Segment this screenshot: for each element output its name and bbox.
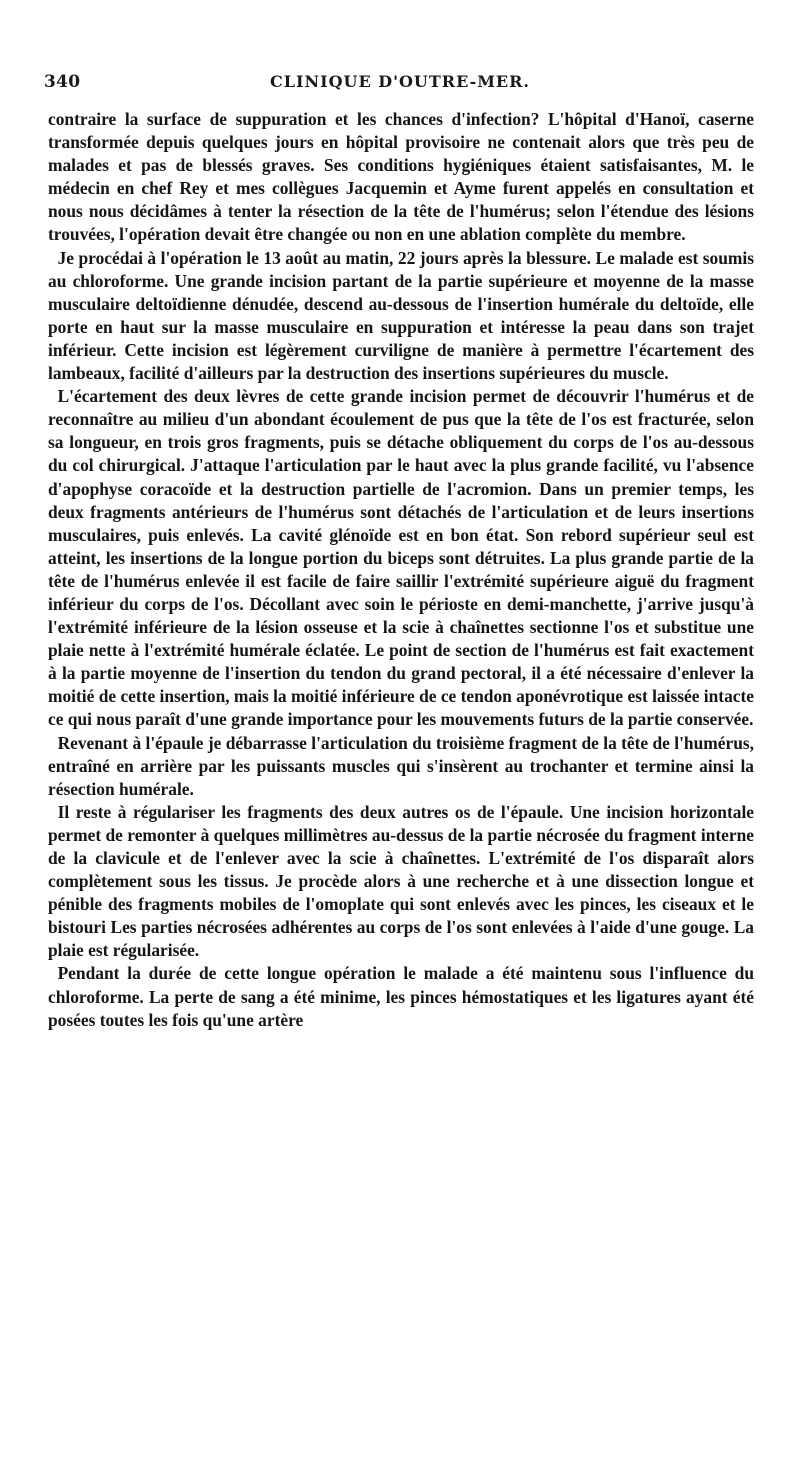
paragraph: Je procédai à l'opération le 13 août au matin, 22 jours après la blessure. Le malade est soumis au chloroforme. Une grande incision partant de la partie supérieure et moyenne de la masse musculaire deltoïdienne dénudée, descend au-dessous de l'insertion humérale du deltoïde, elle porte en haut sur la masse musculaire en suppuration et intéresse la peau dans son trajet inférieur. Cette incision est légèrement curviligne de manière à permettre l'écartement des lambeaux, facilité d'ailleurs par la destruction des insertions supérieures du muscle.	[48, 247, 754, 384]
paragraph: Il reste à régulariser les fragments des deux autres os de l'épaule. Une incision horizontale permet de remonter à quelques millimètres au-dessus de la partie nécrosée du fragment interne de la clavicule et de l'enlever avec la scie à chaînettes. L'extrémité de l'os disparaît alors complètement sous les tissus. Je procède alors à une recherche et à une dissection longue et pénible des fragments mobiles de l'omoplate qui sont enlevés avec les pinces, les ciseaux et le bistouri Les parties nécrosées adhérentes au corps de l'os sont enlevées à l'aide d'une gouge. La plaie est régularisée.	[48, 801, 754, 961]
page-header	[44, 72, 756, 96]
paragraph: L'écartement des deux lèvres de cette grande incision permet de découvrir l'humérus et de reconnaître au milieu d'un abondant écoulement de pus que la tête de l'os est fracturée, selon sa longueur, en trois gros fragments, puis se détache obliquement du corps de l'os au-dessous du col chirurgical. J'attaque l'articulation par le haut avec la plus grande facilité, vu l'absence d'apophyse coracoïde et la destruction partielle de l'acromion. Dans un premier temps, les deux fragments antérieurs de l'humérus sont détachés de l'articulation et de leurs insertions musculaires, puis enlevés. La cavité glénoïde est en bon état. Son rebord supérieur seul est atteint, les insertions de la longue portion du biceps sont détruites. La plus grande partie de la tête de l'humérus enlevée il est facile de faire saillir l'extrémité supérieure aiguë du fragment inférieur du corps de l'os. Décollant avec soin le périoste en demi-manchette, j'arrive jusqu'à l'extrémité inférieure de la lésion osseuse et la scie à chaînettes sectionne l'os et substitue une plaie nette à l'extrémité humérale éclatée. Le point de section de l'humérus est fait exactement à la partie moyenne de l'insertion du tendon du grand pectoral, il a été nécessaire d'enlever la moitié de cette insertion, mais la moitié inférieure de ce tendon aponévrotique est laissée intacte ce qui nous paraît d'une grande importance pour les mouvements futurs de la partie conservée.	[48, 386, 754, 730]
paragraph: Pendant la durée de cette longue opération le malade a été maintenu sous l'influence du chloroforme. La perte de sang a été minime, les pinces hémostatiques et les ligatures ayant été posées toutes les fois qu'une artère	[48, 963, 754, 1030]
running-title: CLINIQUE D'OUTRE-MER.	[269, 72, 530, 91]
body-text	[48, 108, 754, 1032]
paragraph: Revenant à l'épaule je débarrasse l'articulation du troisième fragment de la tête de l'humérus, entraîné en arrière par les puissants muscles qui s'insèrent au trochanter et termine ainsi la résection humérale.	[48, 732, 754, 799]
paragraph: contraire la surface de suppuration et les chances d'infection? L'hôpital d'Hanoï, caserne transformée depuis quelques jours en hôpital provisoire ne contenait alors que très peu de malades et pas de blessés graves. Ses conditions hygiéniques étaient satisfaisantes, M. le médecin en chef Rey et mes collègues Jacquemin et Ayme furent appelés en consultation et nous nous décidâmes à tenter la résection de la tête de l'humérus; selon l'étendue des lésions trouvées, l'opération devait être changée ou non en une ablation complète du membre.	[48, 109, 754, 245]
page-number: 340	[44, 72, 81, 92]
